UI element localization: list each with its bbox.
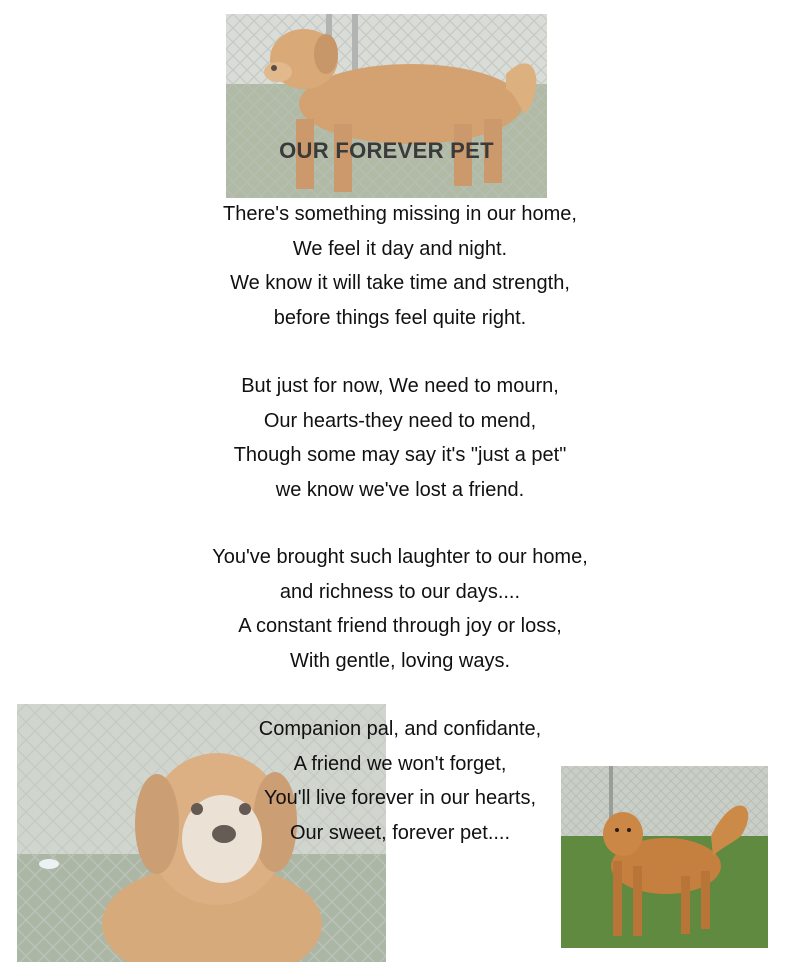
poem-line: Our sweet, forever pet....	[289, 821, 511, 844]
poem-line: Companion pal, and confidante,	[258, 718, 542, 740]
poem-line: But just for now, We need to mourn,	[241, 375, 559, 397]
poem-line: You've brought such laughter to our home,	[212, 546, 588, 568]
poem-line: we know we've lost a friend.	[275, 478, 525, 501]
poem-stanza-2	[100, 369, 700, 507]
poem-line: A constant friend through joy or loss,	[238, 615, 562, 637]
poem-line: Though some may say it's "just a pet"	[233, 444, 567, 466]
poem-line: and richness to our days....	[279, 580, 521, 603]
poem-line: Our hearts-they need to mend,	[263, 409, 537, 432]
poem-line: A friend we won't forget,	[293, 752, 507, 775]
top-dog-photo	[226, 14, 547, 198]
poem-line: There's something missing in our home,	[223, 203, 577, 225]
poem-title: OUR FOREVER PET	[279, 138, 494, 163]
poem-line: We know it will take time and strength,	[230, 272, 570, 294]
poem-stanza-1	[100, 197, 700, 335]
poem-line: before things feel quite right.	[273, 306, 527, 329]
poem-stanza-3	[100, 540, 700, 678]
poem-stanza-4	[100, 712, 700, 850]
poem-line: With gentle, loving ways.	[289, 649, 511, 672]
poem-line: We feel it day and night.	[292, 237, 508, 260]
poem-line: You'll live forever in our hearts,	[263, 787, 537, 809]
